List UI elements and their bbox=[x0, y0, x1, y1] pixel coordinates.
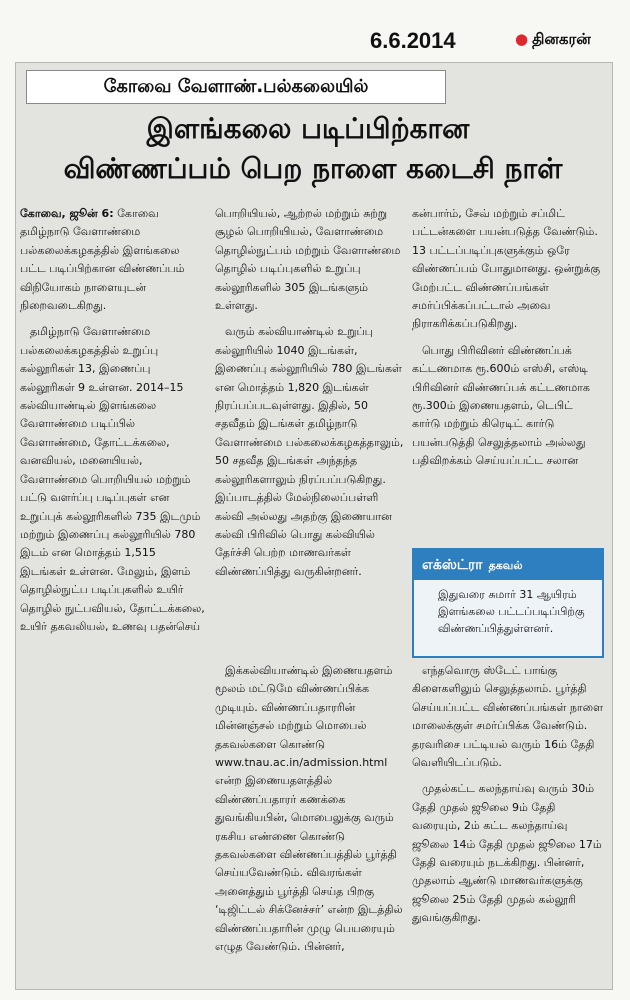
extra-info-text: இதுவரை சுமார் 31 ஆயிரம் இளங்கலை பட்டப்படிப்பிற்கு விண்ணப்பித்துள்ளனர். bbox=[438, 588, 585, 635]
col1-text-1: கோவை தமிழ்நாடு வேளாண்மை பல்கலைக்கழகத்தில் இளங்கலை பட்ட படிப்பிற்கான விண்ணப்பம் விநியோகம் நாளையுடன் நிறைவடைகிறது. bbox=[20, 207, 185, 313]
col2-text-2: வரும் கல்வியாண்டில் உறுப்பு கல்லூரியில் 1040 இடங்கள், இணைப்பு கல்லூரியில் 780 இடங்கள் என மொத்தம் 1,820 இடங்கள் நிரப்பப்படவுள்ளது. இதில், 50 சதவீதம் இடங்கள் தமிழ்நாடு வேளாண்மை பல்கலைக்கழகத்தாலும், 50 சதவீத இடங்கள் அந்தந்த கல்லூரிகளாலும் நிரப்பப்படுகிறது. இப்பாடத்தில் மேல்நிலைப்பள்ளி கல்வி அல்லது அதற்கு இணையான கல்வி பிரிவில் பொது கல்வியில் தேர்ச்சி பெற்ற மாணவர்கள் விண்ணப்பித்து வருகின்றனர். bbox=[215, 325, 404, 578]
col3-text-1: கன்பார்ம், சேவ் மற்றும் சப்மிட் பட்டன்களை பயன்படுத்த வேண்டும். 13 பட்டப்படிப்புகளுக்கும் ஒரே விண்ணப்பம் போதுமானது. ஒன்றுக்கு மேற்பட்ட விண்ணப்பங்கள் சமர்ப்பிக்கப்பட்டால் அவை நிராகரிக்கப்படுகிறது. bbox=[412, 207, 601, 331]
newspaper-name bbox=[515, 30, 591, 50]
extra-sublabel: தகவல் bbox=[488, 559, 523, 572]
col3-text-3: எந்தவொரு ஸ்டேட் பாங்கு கிளைகளிலும் செலுத்தலாம். பூர்த்தி செய்யப்பட்ட விண்ணப்பங்கள் நாளை மாலைக்குள் சமர்ப்பிக்க வேண்டும். தரவரிசை பட்டியல் வரும் 16ம் தேதி வெளியிடப்படும். bbox=[412, 664, 604, 770]
publication-date: 6.6.2014 bbox=[370, 28, 456, 53]
col2-text-1: பொறியியல், ஆற்றல் மற்றும் சுற்று சூழல் பொறியியல், வேளாண்மை தொழில்நுட்பம் மற்றும் வேளாண்மை தொழில் படிப்புகளில் உறுப்பு கல்லூரிகளில் 305 இடங்களும் உள்ளது. bbox=[215, 207, 401, 313]
column-1 bbox=[20, 205, 205, 665]
column-2 bbox=[215, 205, 405, 589]
headline-line-2: விண்ணப்பம் பெற நாளை கடைசி நாள் bbox=[63, 152, 563, 185]
kicker: கோவை வேளாண்.பல்கலையில் bbox=[26, 70, 446, 104]
dateline: கோவை, ஜூன் 6: bbox=[20, 207, 114, 220]
col3-text-4: முதல்கட்ட கலந்தாய்வு வரும் 30ம் தேதி முதல் ஜூலை 9ம் தேதி வரையும், 2ம் கட்ட கலந்தாய்வு ஜூலை 14ம் தேதி முதல் ஜூலை 17ம் தேதி வரையும் நடக்கிறது. பின்னர், முதலாம் ஆண்டு மாணவர்களுக்கு ஜூலை 25ம் தேதி முதல் கல்லூரி துவங்குகிறது. bbox=[412, 782, 602, 925]
column-3 bbox=[412, 205, 604, 479]
column-2-lower bbox=[215, 662, 405, 965]
extra-label: எக்ஸ்ட்ரா bbox=[422, 557, 483, 573]
column-3-lower bbox=[412, 662, 604, 936]
bullet-icon: ● bbox=[515, 30, 529, 48]
headline-line-1: இளங்கலை படிப்பிற்கான bbox=[146, 112, 470, 145]
extra-info-box bbox=[412, 548, 604, 658]
col3-text-2: பொது பிரிவினர் விண்ணப்பக் கட்டணமாக ரூ.600ம் எஸ்சி, எஸ்டி பிரிவினர் விண்ணப்பக் கட்டணமாக ரூ.300ம் இணையதளம், டெபிட் கார்டு மற்றும் கிரெடிட் கார்டு பயன்படுத்தி செலுத்தலாம் அல்லது பதிவிறக்கம் செய்யப்பட்ட சலான bbox=[412, 343, 590, 468]
paragraph bbox=[20, 205, 205, 315]
extra-info-header bbox=[414, 550, 602, 580]
newspaper-title: தினகரன் bbox=[532, 30, 591, 48]
col2-text-3: இக்கல்வியாண்டில் இணையதளம் மூலம் மட்டுமே விண்ணப்பிக்க முடியும். விண்ணப்பதாரரின் மின்னஞ்சல் மற்றும் மொபைல் தகவல்களை கொண்டு www.tnau.ac.in/admission.html என்ற இணையதளத்தில் விண்ணப்பதாரர் கணக்கை துவங்கியபின், மொபைலுக்கு வரும் ரகசிய எண்ணை கொண்டு தகவல்களை விண்ணப்பத்தில் பூர்த்தி செய்யவேண்டும். விவரங்கள் அனைத்தும் பூர்த்தி செய்த பிறகு ‘டிஜிட்டல் சிக்னேச்சர்’ என்ற இடத்தில் விண்ணப்பதாரின் முழு பெயரையும் எழுத வேண்டும். பின்னர், bbox=[215, 664, 403, 954]
col1-text-2: தமிழ்நாடு வேளாண்மை பல்கலைக்கழகத்தில் உறுப்பு கல்லூரிகள் 13, இணைப்பு கல்லூரிகள் 9 உள்ளன. 2014–15 கல்வியாண்டில் இளங்கலை வேளாண்மை படிப்பில் வேளாண்மை, தோட்டக்கலை, வனவியல், மனையியல், வேளாண்மை பொறியியல் மற்றும் பட்டு வளர்ப்பு படிப்புகள் என உறுப்புக் கல்லூரிகளில் 735 இடமும் மற்றும் இணைப்பு கல்லூரியில் 780 இடம் என மொத்தம் 1,515 இடங்கள் உள்ளன. மேலும், இளம் தொழில்நுட்ப படிப்புகளில் உயிர் தொழில் நுட்பவியல், தோட்டக்கலை, உயிர் தகவலியல், உணவு பதன்செய் bbox=[20, 325, 205, 633]
